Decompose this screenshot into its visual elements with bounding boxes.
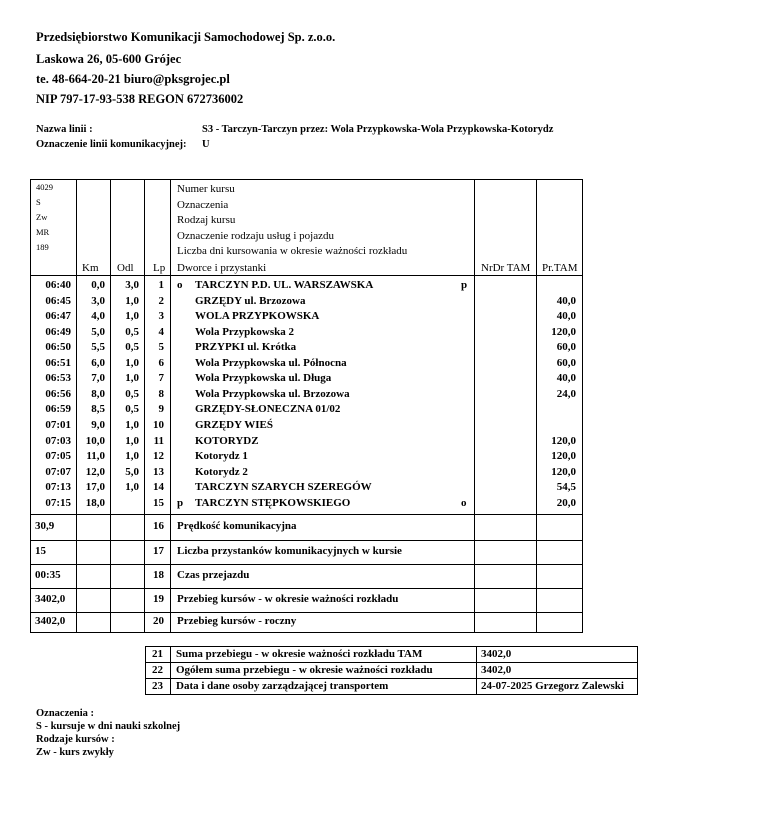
stop-km: 18,0 — [85, 496, 105, 509]
stop-lp: 5 — [158, 341, 164, 354]
totals-label: Data i dane osoby zarządzającej transportem — [176, 680, 389, 692]
stop-lp: 15 — [153, 496, 164, 509]
stop-name: Wola Przypkowska ul. Północna — [195, 356, 347, 369]
table-hline — [145, 694, 638, 695]
stop-pr-tam: 120,0 — [551, 465, 576, 478]
stop-time: 07:07 — [45, 465, 71, 478]
stop-time: 06:51 — [45, 356, 71, 369]
stop-pr-tam: 60,0 — [556, 341, 576, 354]
stop-pr-tam: 40,0 — [556, 372, 576, 385]
summary-value: 00:35 — [35, 569, 61, 581]
table-vline — [582, 514, 583, 632]
col-nrdr-header: NrDr TAM — [481, 262, 531, 274]
table-hline — [145, 662, 638, 663]
table-hline — [30, 612, 583, 613]
stop-lp: 12 — [153, 450, 164, 463]
table-vline — [536, 514, 537, 632]
table-vline — [170, 514, 171, 632]
course-header-label: Liczba dni kursowania w okresie ważności rozkładu — [177, 245, 408, 257]
stop-name: GRZĘDY ul. Brzozowa — [195, 294, 306, 307]
table-hline — [145, 646, 638, 647]
stop-km: 8,0 — [91, 387, 105, 400]
totals-lp: 23 — [152, 680, 163, 692]
totals-value: 24-07-2025 Grzegorz Zalewski — [481, 680, 624, 692]
table-vline — [474, 179, 475, 514]
table-vline — [110, 514, 111, 632]
stop-km: 17,0 — [85, 481, 105, 494]
line-mark-label: Oznaczenie linii komunikacyjnej: — [36, 139, 187, 150]
summary-label: Prędkość komunikacyjna — [177, 520, 297, 532]
stop-km: 6,0 — [91, 356, 105, 369]
table-hline — [145, 678, 638, 679]
stop-distance: 1,0 — [125, 434, 139, 447]
stop-pr-tam: 40,0 — [556, 294, 576, 307]
summary-value: 30,9 — [35, 520, 55, 532]
col-lp-header: Lp — [153, 262, 166, 274]
stop-name: Wola Przypkowska ul. Długa — [195, 372, 332, 385]
stop-name: PRZYPKI ul. Krótka — [195, 341, 297, 354]
table-vline — [582, 179, 583, 514]
table-hline — [30, 514, 583, 515]
stop-pr-tam: 120,0 — [551, 434, 576, 447]
summary-label: Przebieg kursów - w okresie ważności rozkładu — [177, 593, 399, 605]
stop-distance: 0,5 — [125, 325, 139, 338]
company-name: Przedsiębiorstwo Komunikacji Samochodowej Sp. z.o.o. — [36, 30, 336, 44]
stop-km: 12,0 — [85, 465, 105, 478]
stop-km: 9,0 — [91, 418, 105, 431]
table-vline — [170, 646, 171, 694]
stop-name: TARCZYN SZARYCH SZEREGÓW — [195, 481, 372, 494]
stop-lp: 6 — [158, 356, 164, 369]
stop-time: 06:50 — [45, 341, 71, 354]
table-vline — [76, 514, 77, 632]
company-ids: NIP 797-17-93-538 REGON 672736002 — [36, 92, 244, 106]
stop-time: 07:13 — [45, 481, 71, 494]
table-vline — [170, 179, 171, 514]
stop-post-mark: o — [461, 496, 467, 509]
course-header-value: MR — [36, 227, 50, 237]
stop-lp: 3 — [158, 310, 164, 323]
stop-time: 07:01 — [45, 418, 71, 431]
summary-label: Liczba przystanków komunikacyjnych w kursie — [177, 545, 402, 557]
stop-name: Kotorydz 2 — [195, 465, 248, 478]
stop-distance: 0,5 — [125, 341, 139, 354]
summary-label: Czas przejazdu — [177, 569, 250, 581]
stop-name: Wola Przypkowska ul. Brzozowa — [195, 387, 350, 400]
stop-time: 06:49 — [45, 325, 71, 338]
totals-lp: 22 — [152, 664, 163, 676]
stop-name: Wola Przypkowska 2 — [195, 325, 295, 338]
summary-value: 3402,0 — [35, 593, 66, 605]
course-header-label: Oznaczenia — [177, 198, 229, 211]
stop-distance: 1,0 — [125, 310, 139, 323]
stop-lp: 1 — [158, 279, 164, 291]
stop-km: 4,0 — [91, 310, 105, 323]
company-contact: te. 48-664-20-21 biuro@pksgrojec.pl — [36, 72, 230, 86]
stop-km: 5,5 — [91, 341, 105, 354]
stop-pr-tam: 20,0 — [556, 496, 576, 509]
stop-lp: 8 — [158, 387, 164, 400]
stop-lp: 4 — [158, 325, 164, 338]
stop-distance: 0,5 — [125, 403, 139, 416]
summary-label: Przebieg kursów - roczny — [177, 615, 297, 627]
stop-lp: 14 — [153, 481, 164, 494]
course-header-value: 4029 — [36, 182, 53, 192]
stop-distance: 0,5 — [125, 387, 139, 400]
table-hline — [30, 588, 583, 589]
stop-time: 06:56 — [45, 387, 71, 400]
table-hline — [30, 179, 583, 180]
totals-label: Ogółem suma przebiegu - w okresie ważności rozkładu — [176, 664, 433, 676]
stop-time: 07:05 — [45, 450, 71, 463]
stop-time: 06:45 — [45, 294, 71, 307]
stop-lp: 10 — [153, 418, 164, 431]
stop-distance: 1,0 — [125, 372, 139, 385]
table-vline — [476, 646, 477, 694]
stop-km: 11,0 — [86, 450, 105, 463]
stop-time: 07:03 — [45, 434, 71, 447]
totals-label: Suma przebiegu - w okresie ważności rozkładu TAM — [176, 648, 423, 660]
summary-lp: 19 — [153, 593, 164, 605]
stop-pre-mark: p — [177, 496, 184, 509]
stop-distance: 1,0 — [125, 294, 139, 307]
course-header-value: 189 — [36, 242, 49, 252]
stop-pr-tam: 120,0 — [551, 325, 576, 338]
line-name-value: S3 - Tarczyn-Tarczyn przez: Wola Przypkowska-Wola Przypkowska-Kotorydz — [202, 124, 554, 135]
stop-distance: 5,0 — [125, 465, 139, 478]
stop-name: KOTORYDZ — [195, 434, 259, 447]
stop-lp: 11 — [153, 434, 164, 447]
company-address: Laskowa 26, 05-600 Grójec — [36, 52, 182, 66]
stop-pr-tam: 40,0 — [556, 310, 576, 323]
stop-lp: 13 — [153, 465, 164, 478]
stop-distance: 3,0 — [125, 279, 139, 291]
totals-lp: 21 — [152, 648, 163, 660]
stop-name: GRZĘDY-SŁONECZNA 01/02 — [195, 403, 341, 416]
totals-value: 3402,0 — [481, 664, 512, 676]
col-prtam-header: Pr.TAM — [542, 262, 578, 274]
summary-lp: 16 — [153, 520, 164, 532]
stop-km: 10,0 — [85, 434, 105, 447]
course-header-label: Numer kursu — [177, 183, 235, 195]
stop-pr-tam: 24,0 — [556, 387, 576, 400]
stop-lp: 9 — [158, 403, 164, 416]
stop-distance: 1,0 — [125, 418, 139, 431]
stop-pr-tam: 60,0 — [556, 356, 576, 369]
legend-line: Zw - kurs zwykły — [36, 747, 114, 758]
stop-distance: 1,0 — [125, 356, 139, 369]
stop-km: 8,5 — [91, 403, 105, 416]
summary-value: 3402,0 — [35, 615, 66, 627]
legend-line: Rodzaje kursów : — [36, 734, 115, 745]
stop-pr-tam: 120,0 — [551, 450, 576, 463]
line-name-label: Nazwa linii : — [36, 124, 93, 135]
summary-lp: 20 — [153, 615, 164, 627]
summary-lp: 17 — [153, 545, 164, 557]
table-hline — [30, 564, 583, 565]
col-km-header: Km — [82, 262, 99, 274]
stop-time: 06:59 — [45, 403, 71, 416]
col-odl-header: Odl — [117, 262, 134, 274]
table-vline — [30, 514, 31, 632]
course-header-value: S — [36, 197, 41, 207]
stop-name: WOLA PRZYPKOWSKA — [195, 310, 320, 323]
course-header-label: Rodzaj kursu — [177, 214, 236, 226]
stop-post-mark: p — [461, 279, 468, 291]
stop-time: 06:53 — [45, 372, 71, 385]
legend-line: Oznaczenia : — [36, 708, 95, 719]
stop-distance: 1,0 — [125, 450, 139, 463]
stop-time: 07:15 — [45, 496, 71, 509]
course-header-label: Oznaczenie rodzaju usług i pojazdu — [177, 229, 334, 242]
table-hline — [30, 275, 583, 276]
stop-km: 0,0 — [91, 279, 105, 291]
stop-distance: 1,0 — [125, 481, 139, 494]
stop-name: GRZĘDY WIEŚ — [195, 418, 273, 431]
stop-name: TARCZYN STĘPKOWSKIEGO — [195, 496, 351, 509]
table-hline — [30, 632, 583, 633]
line-mark-value: U — [202, 139, 210, 150]
col-stops-header: Dworce i przystanki — [177, 262, 267, 274]
stop-km: 3,0 — [91, 294, 105, 307]
stop-pr-tam: 54,5 — [556, 481, 576, 494]
stop-lp: 2 — [158, 294, 164, 307]
stop-km: 7,0 — [91, 372, 105, 385]
stop-time: 06:40 — [45, 279, 71, 291]
totals-value: 3402,0 — [481, 648, 512, 660]
table-vline — [474, 514, 475, 632]
stop-name: Kotorydz 1 — [195, 450, 248, 463]
table-hline — [30, 540, 583, 541]
stop-time: 06:47 — [45, 310, 71, 323]
stop-name: TARCZYN P.D. UL. WARSZAWSKA — [195, 279, 374, 291]
course-header-value: Zw — [36, 212, 48, 222]
stop-pre-mark: o — [177, 279, 183, 291]
stop-lp: 7 — [158, 372, 164, 385]
stop-km: 5,0 — [91, 325, 105, 338]
summary-value: 15 — [35, 545, 46, 557]
legend-line: S - kursuje w dni nauki szkolnej — [36, 721, 181, 732]
table-vline — [637, 646, 638, 694]
summary-lp: 18 — [153, 569, 164, 581]
